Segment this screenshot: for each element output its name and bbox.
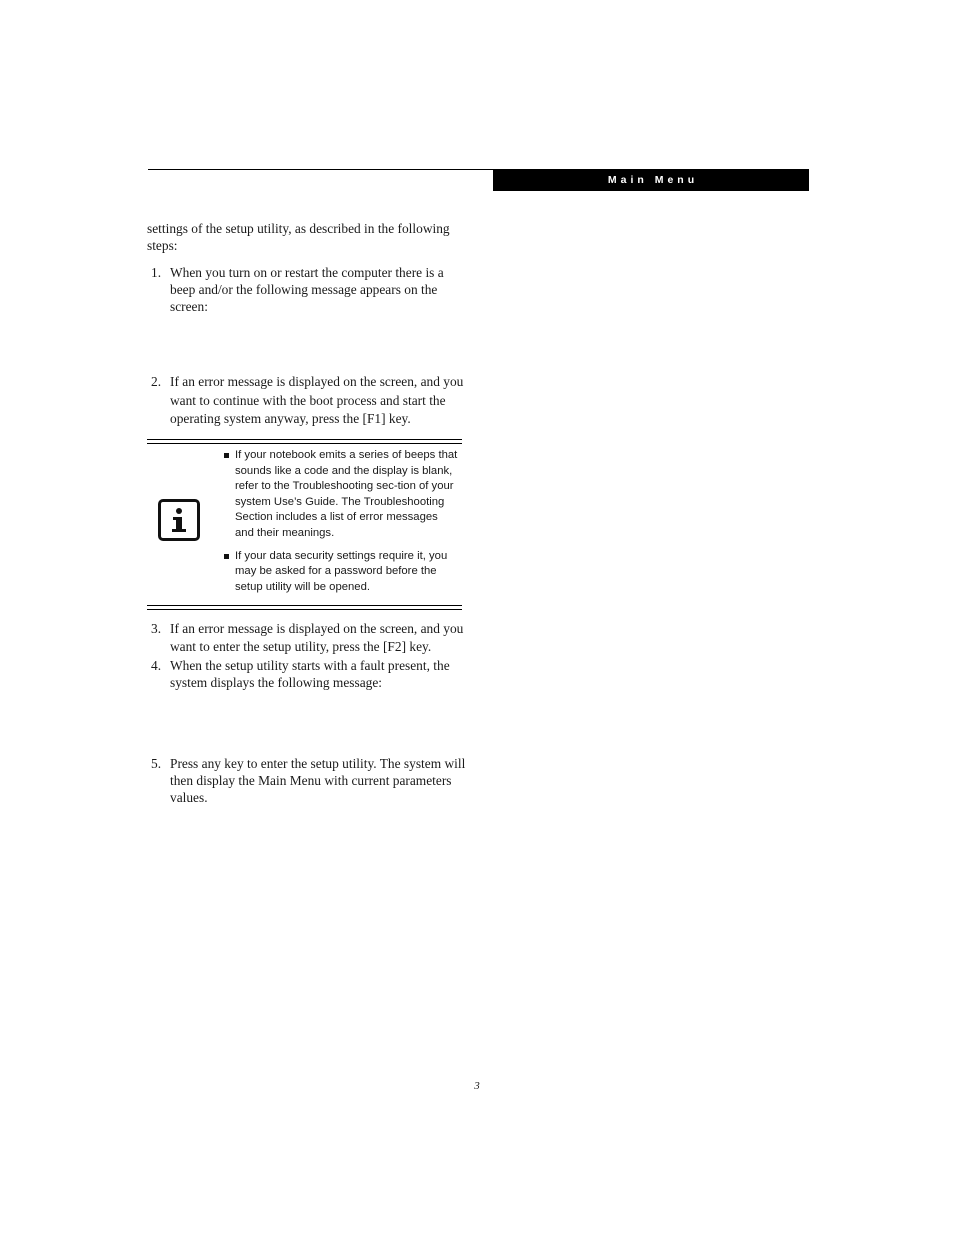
note-bullet-text: If your notebook emits a series of beeps that sounds like a code and the display is blank, refer to the Troubleshooting sec-tion of your system Use’s Guide. The Troubleshooting Section includes a list of error messages and their meanings. [235,449,458,539]
step-1 [147,264,467,315]
header-rule [148,169,493,170]
intro-paragraph: settings of the setup utility, as described in the following steps: [147,221,450,253]
note-bullet-text: If your data security settings require it, you may be asked for a password before the setup utility will be opened. [235,549,448,593]
step-number: 1. [151,265,162,280]
note-box [147,439,462,610]
step-5 [147,755,467,806]
bullet-square-icon [224,554,229,559]
bullet-square-icon [224,453,229,458]
page-number: 3 [474,1080,480,1092]
step-3 [147,620,467,656]
step-text: When you turn on or restart the computer there is a beep and/or the following message appears on the screen: [170,265,444,314]
note-rule-bottom [147,605,462,610]
note-bullet [223,549,459,596]
section-header-bar [493,169,809,191]
note-bullet [223,448,459,542]
step-number: 3. [151,621,162,636]
step-text: If an error message is displayed on the screen, and you want to continue with the boot process and start the operating system anyway, press the [F1] key. [170,374,464,426]
step-text: When the setup utility starts with a fault present, the system displays the following message: [170,658,450,690]
step-text: Press any key to enter the setup utility. The system will then display the Main Menu with current parameters values. [170,756,466,805]
step-number: 5. [151,756,162,771]
note-rule-top [147,439,462,444]
step-number: 4. [151,658,162,673]
step-number: 2. [151,374,162,389]
step-4 [147,657,467,691]
step-text: If an error message is displayed on the screen, and you want to enter the setup utility, press the [F2] key. [170,621,464,654]
info-icon [158,499,200,541]
note-bullets [223,448,459,602]
section-title: Main Menu [607,174,699,186]
step-2 [147,373,467,429]
